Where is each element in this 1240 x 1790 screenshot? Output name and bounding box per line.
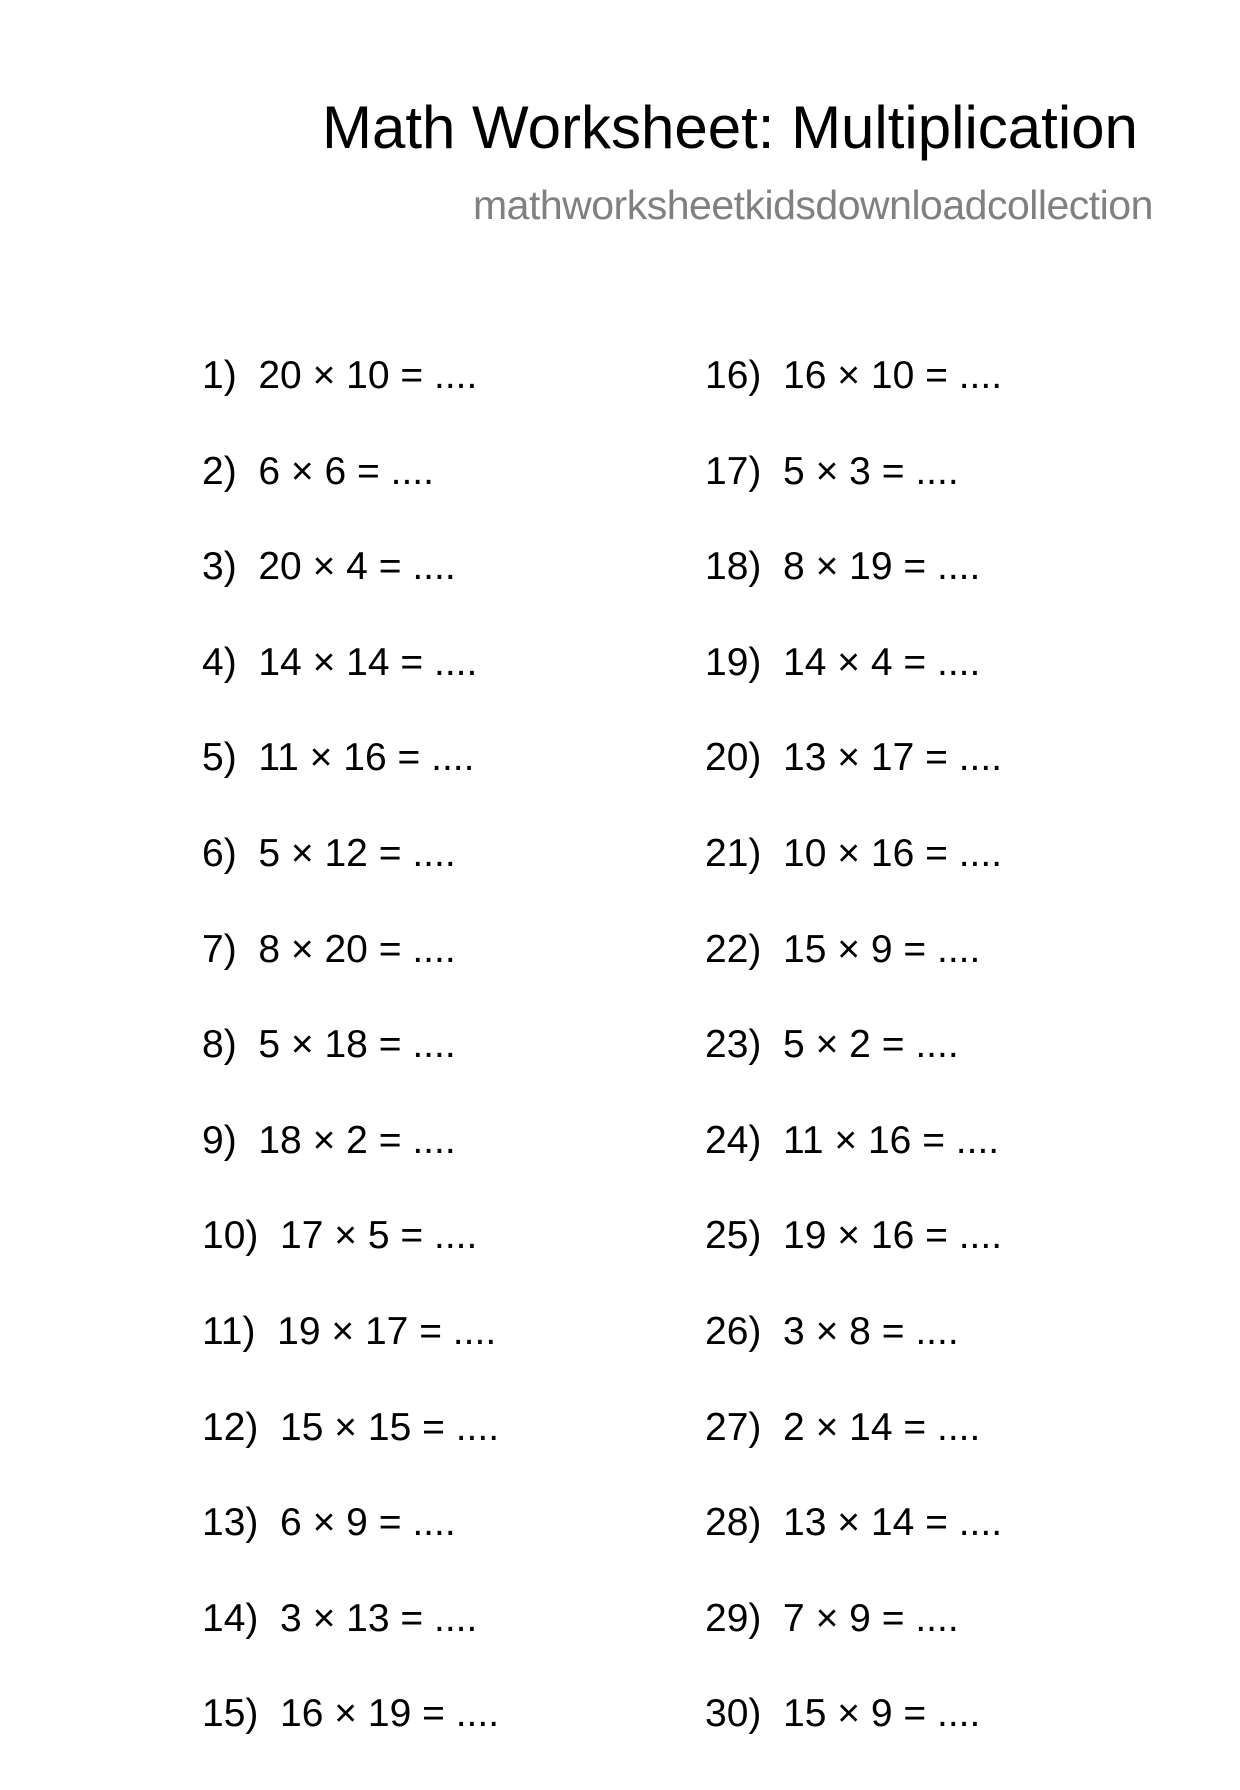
problem-number: 11) (202, 1309, 256, 1353)
problem-item (705, 738, 1002, 834)
worksheet-title: Math Worksheet: Multiplication (322, 94, 1138, 161)
problem-number: 9) (202, 1118, 237, 1162)
problem-number: 3) (202, 545, 237, 589)
problem-number: 16) (705, 354, 762, 397)
problem-expression: 15 × 9 = .... (783, 927, 981, 971)
problem-number: 18) (705, 545, 762, 589)
problem-number: 22) (705, 927, 762, 971)
problem-item (202, 738, 499, 834)
problem-item (705, 1025, 1002, 1121)
problem-column-right (705, 356, 1002, 1790)
problem-item (202, 1118, 499, 1217)
problem-item (705, 927, 1002, 1026)
problem-number: 23) (705, 1023, 762, 1067)
problem-number: 7) (202, 927, 237, 971)
problem-expression: 15 × 9 = .... (783, 1692, 981, 1736)
problem-number: 5) (202, 736, 237, 780)
problem-expression: 6 × 9 = .... (280, 1501, 456, 1545)
problem-number: 4) (202, 640, 237, 684)
problem-item (705, 1118, 1002, 1217)
problem-item (202, 1694, 499, 1790)
problem-number: 26) (705, 1309, 762, 1353)
problem-expression: 19 × 17 = .... (277, 1309, 497, 1353)
problem-expression: 19 × 16 = .... (783, 1214, 1003, 1258)
problem-item (705, 1596, 1002, 1695)
problem-number: 6) (202, 831, 237, 875)
problem-expression: 5 × 18 = .... (258, 1023, 456, 1067)
problem-expression: 5 × 2 = .... (783, 1023, 959, 1067)
problem-number: 1) (202, 354, 237, 397)
problem-item (202, 1216, 499, 1312)
problem-expression: 20 × 4 = .... (258, 545, 456, 589)
problem-expression: 5 × 3 = .... (783, 449, 959, 493)
problem-number: 13) (202, 1501, 259, 1545)
problem-expression: 2 × 14 = .... (783, 1405, 981, 1449)
problem-item (705, 831, 1003, 930)
problem-number: 19) (705, 640, 762, 684)
problem-number: 21) (705, 831, 762, 875)
problem-number: 25) (705, 1214, 762, 1258)
problem-expression: 3 × 13 = .... (280, 1596, 478, 1640)
problem-number: 14) (202, 1596, 259, 1640)
problem-expression: 13 × 17 = .... (783, 736, 1003, 780)
problem-item (202, 927, 499, 1026)
problem-item (202, 1309, 499, 1408)
problem-expression: 8 × 19 = .... (783, 545, 981, 589)
problem-number: 8) (202, 1023, 237, 1067)
problem-expression: 13 × 14 = .... (783, 1501, 1003, 1545)
problem-item (705, 1694, 1002, 1790)
problem-number: 15) (202, 1692, 259, 1736)
problem-number: 27) (705, 1405, 762, 1449)
problem-expression: 10 × 16 = .... (783, 831, 1003, 875)
problem-expression: 6 × 6 = .... (258, 449, 434, 493)
problem-expression: 14 × 14 = .... (258, 640, 478, 684)
problem-expression: 14 × 4 = .... (783, 640, 981, 684)
problem-expression: 8 × 20 = .... (258, 927, 456, 971)
problem-item (202, 831, 499, 930)
problem-expression: 17 × 5 = .... (280, 1214, 478, 1258)
problem-item (202, 1596, 499, 1695)
problem-expression: 16 × 10 = .... (783, 354, 1003, 397)
problem-number: 20) (705, 736, 762, 780)
problem-item (202, 640, 499, 739)
problem-expression: 15 × 15 = .... (280, 1405, 500, 1449)
problem-number: 17) (705, 449, 762, 493)
problem-item (202, 1503, 499, 1599)
problem-number: 29) (705, 1596, 762, 1640)
problem-item (705, 1216, 1002, 1312)
problem-item (202, 1405, 500, 1504)
problem-number: 2) (202, 449, 237, 493)
problem-expression: 5 × 12 = .... (258, 831, 456, 875)
problem-item (705, 1503, 1002, 1599)
problem-expression: 18 × 2 = .... (258, 1118, 456, 1162)
problem-number: 12) (202, 1405, 259, 1449)
problem-item (705, 640, 1002, 739)
problem-column-left (202, 356, 499, 1790)
problem-item (705, 1405, 1002, 1504)
worksheet-subtitle: mathworksheetkidsdownloadcollection (473, 182, 1153, 228)
problem-expression: 20 × 10 = .... (258, 354, 478, 397)
problem-item (705, 356, 1002, 452)
problem-item (705, 1309, 1002, 1408)
problem-expression: 7 × 9 = .... (783, 1596, 959, 1640)
problem-item (705, 547, 1002, 643)
problem-item (202, 356, 499, 452)
problem-expression: 11 × 16 = .... (783, 1118, 1000, 1162)
problem-item (202, 449, 499, 548)
problem-number: 28) (705, 1501, 762, 1545)
problem-item (202, 1025, 499, 1121)
problem-expression: 11 × 16 = .... (258, 736, 475, 780)
problem-item (202, 547, 499, 643)
problem-number: 30) (705, 1692, 762, 1736)
problem-expression: 3 × 8 = .... (783, 1309, 959, 1353)
problem-number: 10) (202, 1214, 259, 1258)
problem-expression: 16 × 19 = .... (280, 1692, 500, 1736)
problem-number: 24) (705, 1118, 762, 1162)
problem-item (705, 449, 1002, 548)
